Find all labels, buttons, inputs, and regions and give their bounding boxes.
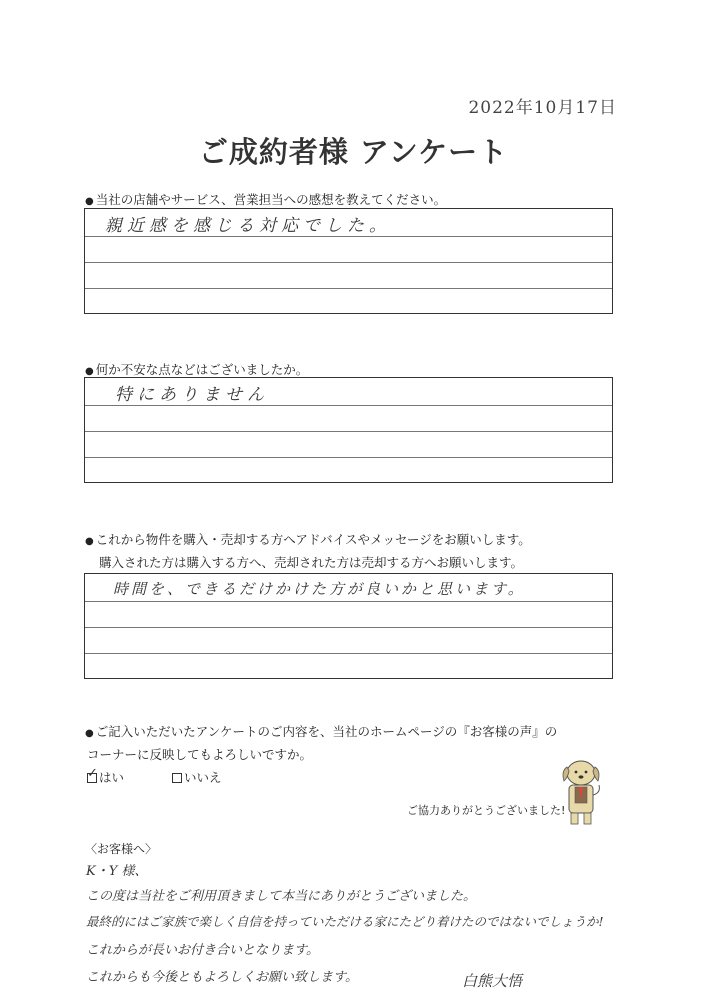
- message-line-4: これからが長いお付き合いとなります。: [86, 943, 319, 958]
- page-title: ご成約者様 アンケート: [198, 135, 509, 169]
- option-yes[interactable]: [87, 768, 124, 786]
- ruled-line: [85, 627, 612, 628]
- consent-question: [85, 722, 557, 740]
- consent-line-2: コーナーに反映してもよろしいですか。: [87, 747, 313, 762]
- answer-1-text: 親近感を感じる対応でした。: [105, 216, 391, 236]
- question-3: [85, 530, 531, 548]
- no-label: いいえ: [184, 770, 222, 785]
- survey-date: 2022年10月17日: [468, 98, 617, 118]
- answer-box-3[interactable]: [84, 573, 613, 679]
- question-3-subtext: 購入された方は購入する方へ、売却された方は売却する方へお願いします。: [99, 555, 524, 570]
- question-1: [85, 190, 446, 208]
- message-line-2: この度は当社をご利用頂きまして本当にありがとうございました。: [86, 889, 477, 904]
- answer-box-1[interactable]: [84, 208, 613, 314]
- consent-line-1: ご記入いただいたアンケートのご内容を、当社のホームページの『お客様の声』の: [95, 724, 558, 739]
- question-1-label: 当社の店舗やサービス、営業担当への感想を教えてください。: [95, 192, 447, 207]
- bullet-icon: ●: [85, 366, 94, 377]
- answer-2-text: 特にありません: [115, 385, 269, 405]
- message-line-5: これからも今後ともよろしくお願い致します。: [86, 970, 358, 985]
- bullet-icon: ●: [85, 196, 94, 207]
- message-line-3: 最終的にはご家族で楽しく自信を持っていただける家にたどり着けたのではないでしょうか!: [86, 914, 604, 929]
- checkmark-icon: ✓: [87, 766, 98, 781]
- thanks-message: ご協力ありがとうございました!: [407, 804, 566, 817]
- yes-label: はい: [99, 770, 125, 785]
- yes-checkbox[interactable]: [87, 766, 98, 783]
- ruled-line: [85, 653, 612, 654]
- ruled-line: [85, 431, 612, 432]
- ruled-line: [85, 405, 612, 406]
- no-checkbox[interactable]: [172, 773, 182, 783]
- ruled-line: [85, 288, 612, 289]
- ruled-line: [85, 236, 612, 237]
- question-3-label: これから物件を購入・売却する方へアドバイスやメッセージをお願いします。: [95, 532, 531, 547]
- signature: 白熊大悟: [462, 972, 523, 990]
- option-no[interactable]: [172, 768, 222, 786]
- ruled-line: [85, 601, 612, 602]
- bullet-icon: ●: [85, 728, 94, 739]
- question-2-label: 何か不安な点などはございましたか。: [95, 362, 309, 377]
- ruled-line: [85, 457, 612, 458]
- bullet-icon: ●: [85, 536, 94, 547]
- ruled-line: [85, 262, 612, 263]
- question-2: [85, 360, 308, 378]
- answer-3-text: 時間を、できるだけかけた方が良いかと思います。: [113, 580, 526, 598]
- customer-section-label: 〈お客様へ〉: [85, 842, 158, 856]
- message-line-1: K・Y 様、: [86, 864, 148, 879]
- answer-box-2[interactable]: [84, 377, 613, 483]
